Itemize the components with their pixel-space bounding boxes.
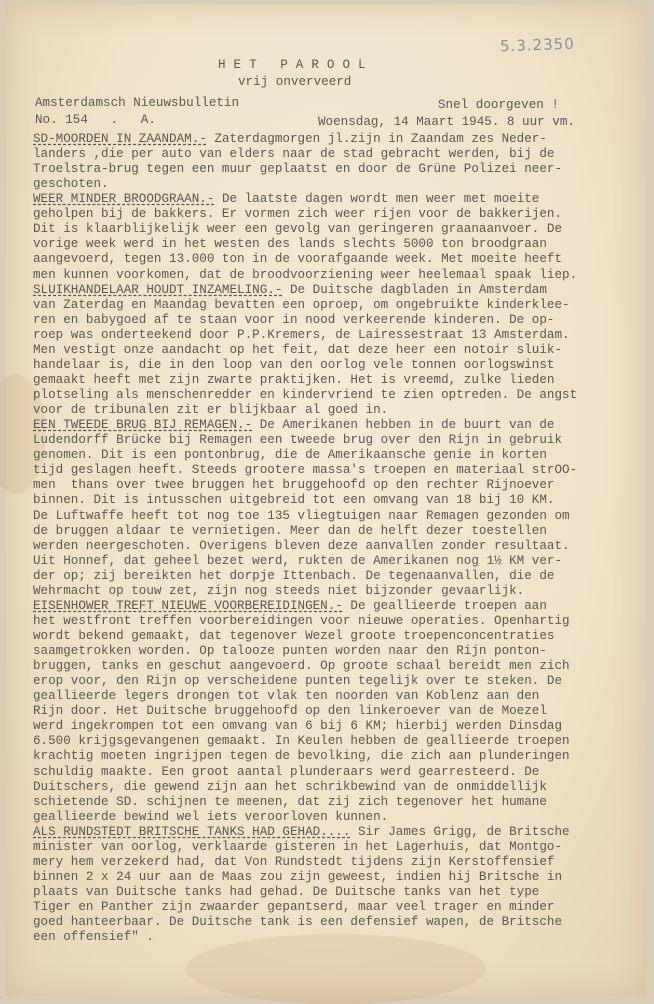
text-line [33,630,554,643]
text-line [33,238,547,251]
line-text: krachtig moeten ingrijpen tegen de bevolking, die zich aan plunderingen [33,749,570,764]
text-line [33,148,554,161]
line-text: werd ingekrompen tot een omvang van 6 bij 6 KM; hierbij werden Dinsdag [33,719,563,734]
document-page [6,4,646,996]
line-text: een offensief" . [33,930,154,945]
line-text: handelaar is, die in den loop van den oorlog vele tonnen oorlogswinst [33,357,555,372]
line-text: vorige week werd in het westen des lands slechts 5000 ton broodgraan [33,237,547,252]
line-text: der op; zij bereikten het dorpje Ittenbach. De tegenaanvallen, die de [33,568,555,583]
text-line [33,314,554,327]
line-text: van Zaterdag en Maandag bevatten een oproep, om ongebruikte kinderklee- [33,297,570,312]
line-text: aangevoerd, tegen 13.000 ton in de voorafgaande week. Met moeite heeft [33,252,563,267]
issue-date: Woensdag, 14 Maart 1945. 8 uur vm. [318,115,575,129]
line-text: tijd geslagen heeft. Steeds grootere massa's troepen en materiaal strOO- [33,463,578,478]
line-text: saamgetrokken worden. Op talooze punten worden naar den Rijn ponton- [33,644,547,659]
text-line [33,796,547,809]
text-line [33,223,562,236]
text-line [33,615,570,628]
line-text: Rijn door. Het Duitsche bruggehoofd op den linkeroever van de Moezel [33,704,547,719]
line-text: minister van oorlog, verklaarde gisteren in het Lagerhuis, dat Montgo- [33,839,563,854]
masthead-subtitle: vrij onverveerd [238,75,352,89]
line-text: men kunnen voorkomen, dat de broodvoorziening weer heelemaal spaak liep. [33,267,578,282]
text-line [33,193,539,206]
text-line [33,555,562,568]
line-text: erop voor, den Rijn op verscheidene punten tegelijk over te steken. De [33,674,563,689]
line-text: plotseling als menschenredder en kindervriend te zien optreden. De angst [33,388,578,403]
text-line [33,133,547,146]
text-line [33,208,562,221]
text-line [33,570,554,583]
line-text: De Amerikanen hebben in de buurt van de [252,418,555,433]
text-line [33,886,539,899]
text-line [33,720,562,733]
text-line [33,494,554,507]
article-heading: SLUIKHANDELAAR HOUDT INZAMELING.- [33,282,283,297]
text-line [33,449,547,462]
archive-number: 5.3.2350 [499,34,576,56]
text-line [33,540,570,553]
text-line [33,916,562,929]
line-text: voor de tribunalen zit er blijkbaar al goed in. [33,403,389,418]
paper-stain [186,934,486,1004]
line-text: Sir James Grigg, de Britsche [350,824,570,839]
text-line [33,479,554,492]
bulletin-name: Amsterdamsch Nieuwsbulletin [35,96,240,110]
text-line [33,645,547,658]
text-line [33,871,562,884]
line-text: gemaakt heeft met zijn zwarte praktijken. Het is vreemd, zulke lieden [33,372,555,387]
article-heading: EISENHOWER TREFT NIEUWE VOORBEREIDINGEN.- [33,598,343,613]
text-line [33,585,524,598]
issue-number: No. 154 . A. [35,113,156,127]
text-line [33,826,570,839]
text-line [33,269,577,282]
line-text: Wehrmacht op touw zet, zijn nog steeds niet bijzonder gevaarlijk. [33,583,525,598]
line-text: Uit Honnef, dat geheel bezet werd, rukten de Amerikanen nog 1½ KM ver- [33,553,563,568]
text-line [33,359,554,372]
line-text: ren en babygoed af te staan voor in nood verkeerende kinderen. De op- [33,312,555,327]
text-line [33,510,570,523]
line-text: Men vestigt onze aandacht op het feit, dat deze heer een notoir sluik- [33,342,563,357]
line-text: geallieerde legers drongen tot vlak ten noorden van Koblenz aan den [33,689,540,704]
text-line [33,434,562,447]
line-text: goed hanteerbaar. De Duitsche tank is een defensief wapen, de Britsche [33,915,563,930]
line-text: De laatste dagen wordt men weer met moeite [214,192,540,207]
article-heading: SD-MOORDEN IN ZAANDAM.- [33,132,207,146]
text-line [33,735,570,748]
article-heading: ALS RUNDSTEDT BRITSCHE TANKS HAD GEHAD.... [33,824,351,839]
text-line [33,299,570,312]
text-line [33,856,554,869]
line-text: mery hem verzekerd had, dat Von Rundstedt tijdens zijn Kerstoffensief [33,854,555,869]
text-line [33,600,547,613]
article-heading: EEN TWEEDE BRUG BIJ REMAGEN.- [33,418,253,433]
text-line [33,284,547,297]
text-line [33,253,562,266]
line-text: De Luftwaffe heeft tot nog toe 135 vliegtuigen naar Remagen gezonden om [33,508,570,523]
line-text: roep was onderteekend door P.P.Kremers, de Lairessestraat 13 Amsterdam. [33,327,570,342]
line-text: Troelstra-brug tegen een muur geplaatst en door de Grüne Polizei neer- [33,162,563,177]
line-text: genomen. Dit is een pontonbrug, die de Amerikaansche genie in korten [33,448,547,463]
text-line [33,464,577,477]
line-text: schietende SD. schijnen te meenen, dat zij zich tegenover het humane [33,794,547,809]
line-text: binnen 2 x 24 uur aan de Maas zou zijn geweest, indien hij Britsche in [33,869,563,884]
text-line [33,811,388,824]
text-line [33,163,562,176]
line-text: Ludendorff Brücke bij Remagen een tweede brug over den Rijn in gebruik [33,433,563,448]
line-text: 6.500 krijgsgevangenen gemaakt. In Keulen hebben de geallieerde troepen [33,734,570,749]
line-text: de bruggen aldaar te vernietigen. Meer dan de helft dezer toestellen [33,523,547,538]
line-text: geschoten. [33,177,109,192]
text-line [33,781,547,794]
line-text: Duitschers, die gewend zijn aan het schrikbewind van de onmiddellijk [33,779,547,794]
text-line [33,178,109,191]
line-text: men thans over twee bruggen het bruggehoofd op den rechter Rijnoever [33,478,555,493]
line-text: De geallieerde troepen aan [342,598,547,613]
line-text: Zaterdagmorgen jl.zijn in Zaandam zes Neder- [206,132,547,146]
text-line [33,705,547,718]
line-text: geholpen bij de bakkers. Er vormen zich weer rijen voor de bakkerijen. [33,207,563,222]
text-line [33,901,554,914]
text-line [33,931,154,944]
text-line [33,660,570,673]
text-line [33,690,539,703]
notice: Snel doorgeven ! [438,98,559,112]
article-heading: WEER MINDER BROODGRAAN.- [33,192,215,207]
line-text: schuldig maakte. Een groot aantal plunderaars werd gearresteerd. De [33,764,540,779]
line-text: geallieerde bewind wel iets veroorloven kunnen. [33,809,389,824]
text-line [33,766,539,779]
line-text: Tiger en Panther zijn zwaarder gepantserd, maar veel trager en minder [33,900,555,915]
text-line [33,675,562,688]
line-text: wordt bekend gemaakt, dat tegenover Wezel groote troepenconcentraties [33,628,555,643]
line-text: het westfront treffen voorbereidingen voor nieuwe operaties. Openhartig [33,613,570,628]
line-text: binnen. Dit is intusschen uitgebreid tot een omvang van 18 bij 10 KM. [33,493,555,508]
text-line [33,389,577,402]
text-line [33,404,388,417]
line-text: De Duitsche dagbladen in Amsterdam [282,282,547,297]
line-text: plaats van Duitsche tanks had gehad. De Duitsche tanks van het type [33,885,540,899]
text-line [33,525,547,538]
text-line [33,344,562,357]
masthead-title: HET PAROOL [218,58,374,72]
text-line [33,841,562,854]
text-line [33,329,570,342]
text-line [33,419,554,432]
text-line [33,750,570,763]
line-text: werden neergeschoten. Overigens bleven deze aanvallen zonder resultaat. [33,538,570,553]
line-text: bruggen, tanks en geschut aangevoerd. Op groote schaal bereidt men zich [33,659,570,674]
text-line [33,374,554,387]
line-text: landers ,die per auto van elders naar de stad gebracht werden, bij de [33,147,555,162]
line-text: Dit is klaarblijkelijk weer een gevolg van geringeren graanaanvoer. De [33,222,563,237]
